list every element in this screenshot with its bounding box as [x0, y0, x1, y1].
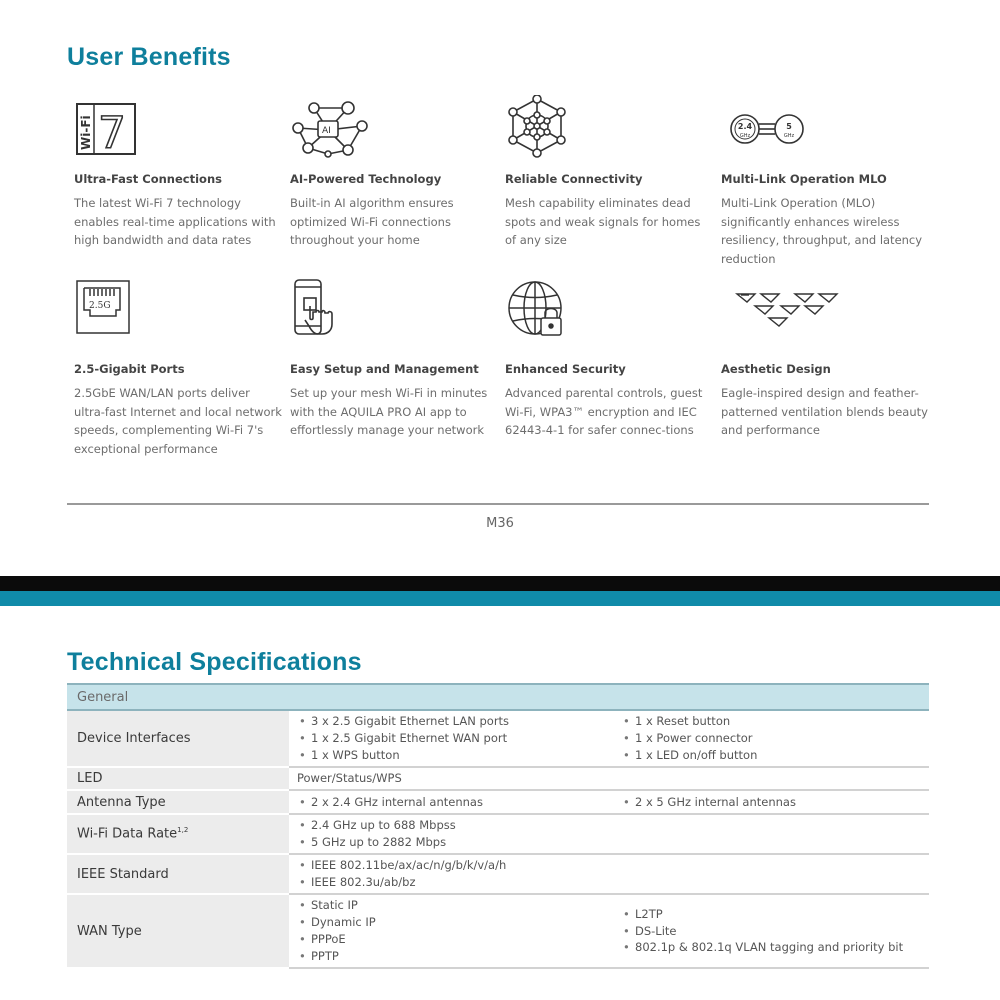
- spec-bullet: • IEEE 802.11be/ax/ac/n/g/b/k/v/a/h: [297, 857, 929, 874]
- benefit-title: Aesthetic Design: [721, 362, 831, 376]
- spec-value: [289, 894, 613, 968]
- benefit-description: The latest Wi-Fi 7 technology enables real-time applications with high bandwidth and data rates: [74, 196, 276, 248]
- specs-group-label: General: [67, 684, 929, 710]
- spec-label: Device Interfaces: [67, 710, 289, 767]
- spec-bullet: • Static IP: [297, 897, 613, 914]
- spec-bullet: • Dynamic IP: [297, 914, 613, 931]
- benefit-title: AI-Powered Technology: [290, 172, 442, 186]
- table-row: [67, 790, 929, 814]
- table-row: [67, 710, 929, 767]
- benefit-description: 2.5GbE WAN/LAN ports deliver ultra-fast Internet and local network speeds, complementing Wi-Fi 7's exceptional performance: [74, 386, 282, 457]
- spec-value: [289, 710, 613, 767]
- spec-bullet: • 3 x 2.5 Gigabit Ethernet LAN ports: [297, 713, 613, 730]
- page-title-user-benefits: User Benefits: [67, 43, 231, 71]
- spec-value: [613, 790, 929, 814]
- table-row: [67, 894, 929, 968]
- table-row: [67, 854, 929, 894]
- spec-bullet: • L2TP: [621, 906, 929, 923]
- spec-bullet: • 1 x Reset button: [621, 713, 929, 730]
- mesh-network-icon: [507, 95, 567, 159]
- spec-bullet: • 1 x LED on/off button: [621, 747, 929, 764]
- spec-bullet: • IEEE 802.3u/ab/bz: [297, 874, 929, 891]
- spec-bullet: • 802.1p & 802.1q VLAN tagging and priority bit: [621, 939, 929, 956]
- spec-value: [289, 767, 929, 790]
- spec-bullet: • DS-Lite: [621, 923, 929, 940]
- spec-label-text: Wi-Fi Data Rate: [77, 826, 178, 842]
- page-break-band-teal: [0, 591, 1000, 606]
- specs-group-header: [67, 684, 929, 710]
- spec-label: Antenna Type: [67, 790, 289, 814]
- benefit-description: Built-in AI algorithm ensures optimized Wi-Fi connections throughout your home: [290, 196, 454, 248]
- svg-text:AI: AI: [322, 126, 331, 136]
- spec-value: [289, 790, 613, 814]
- benefit-title: Ultra-Fast Connections: [74, 172, 222, 186]
- spec-bullet: • PPPoE: [297, 931, 613, 948]
- wifi-7-icon: [76, 100, 146, 158]
- spec-bullet: • 1 x WPS button: [297, 747, 613, 764]
- svg-text:GHz: GHz: [783, 133, 795, 139]
- feather-vent-icon: [735, 286, 845, 330]
- benefit-title: Multi-Link Operation MLO: [721, 172, 887, 186]
- benefit-description: Multi-Link Operation (MLO) significantly enhances wireless resiliency, throughput, and latency reduction: [721, 196, 923, 267]
- table-row: [67, 767, 929, 790]
- page-break-band-dark: [0, 576, 1000, 591]
- spec-value: [289, 854, 929, 894]
- spec-bullet: • 1 x Power connector: [621, 730, 929, 747]
- page-title-technical-specifications: Technical Specifications: [67, 648, 362, 676]
- benefit-title: Enhanced Security: [505, 362, 626, 376]
- spec-label: WAN Type: [67, 894, 289, 968]
- benefit-title: 2.5-Gigabit Ports: [74, 362, 185, 376]
- globe-lock-icon: [507, 280, 569, 340]
- spec-bullet: • PPTP: [297, 948, 613, 965]
- svg-text:Wi-Fi: Wi-Fi: [79, 115, 93, 150]
- spec-label: [67, 814, 289, 854]
- footer-divider: [67, 503, 929, 505]
- benefit-description: Set up your mesh Wi-Fi in minutes with the AQUILA PRO AI app to effortlessly manage your network: [290, 386, 488, 438]
- svg-text:GHz: GHz: [739, 133, 751, 139]
- benefit-description: Mesh capability eliminates dead spots and weak signals for homes of any size: [505, 196, 701, 248]
- spec-label: LED: [67, 767, 289, 790]
- spec-plain-value: Power/Status/WPS: [297, 771, 402, 786]
- spec-label: IEEE Standard: [67, 854, 289, 894]
- benefit-title: Reliable Connectivity: [505, 172, 643, 186]
- table-row: [67, 814, 929, 854]
- spec-bullet: • 2 x 5 GHz internal antennas: [621, 794, 929, 811]
- benefit-description: Eagle-inspired design and feather-patterned ventilation blends beauty and performance: [721, 386, 928, 438]
- specs-table: [67, 683, 929, 969]
- phone-touch-icon: [292, 278, 352, 340]
- svg-text:2.5G: 2.5G: [89, 301, 111, 311]
- spec-bullet: • 5 GHz up to 2882 Mbps: [297, 834, 929, 851]
- page-number: M36: [486, 516, 514, 531]
- footnote-marker: 1,2: [177, 826, 189, 835]
- benefit-description: Advanced parental controls, guest Wi-Fi, WPA3™ encryption and IEC 62443-4-1 for safer connec-tions: [505, 386, 703, 438]
- mlo-band-link-icon: [723, 100, 813, 158]
- spec-bullet: • 1 x 2.5 Gigabit Ethernet WAN port: [297, 730, 613, 747]
- ai-network-icon: [292, 100, 368, 158]
- spec-value: [289, 814, 929, 854]
- benefit-title: Easy Setup and Management: [290, 362, 479, 376]
- spec-bullet: • 2.4 GHz up to 688 Mbpss: [297, 817, 929, 834]
- spec-value: [613, 710, 929, 767]
- ethernet-port-icon: [76, 280, 136, 338]
- spec-bullet: • 2 x 2.4 GHz internal antennas: [297, 794, 613, 811]
- svg-text:5: 5: [786, 122, 792, 131]
- svg-text:7: 7: [98, 108, 126, 158]
- spec-value: [613, 894, 929, 968]
- svg-text:2.4: 2.4: [737, 122, 753, 131]
